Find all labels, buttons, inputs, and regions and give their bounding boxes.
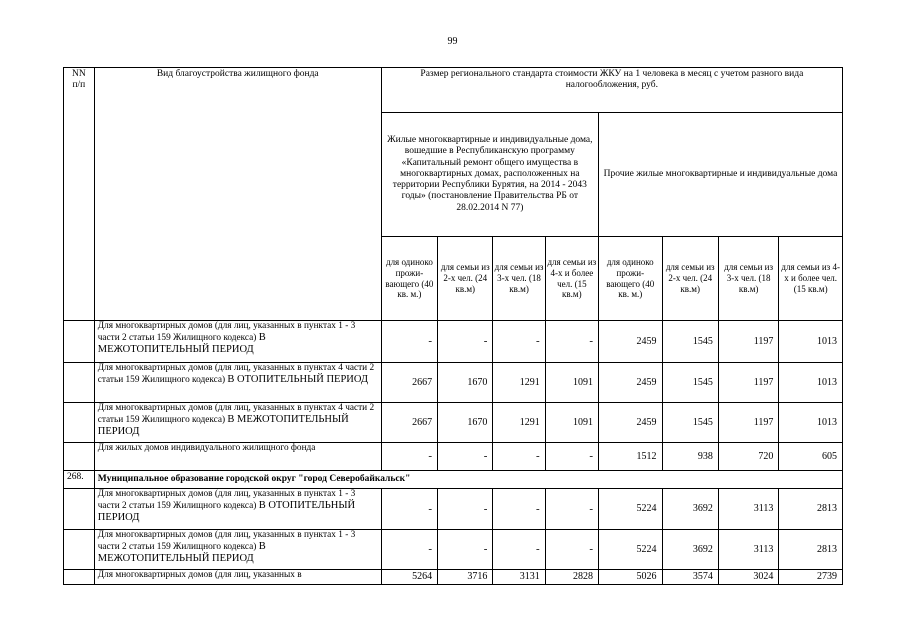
subheader-cell: для семьи из 4-х и более чел. (15 кв.м): [545, 237, 598, 321]
row-description: [94, 489, 381, 530]
value-cell: 5224: [598, 489, 662, 530]
value-cell: 3131: [493, 570, 545, 585]
value-cell: 605: [779, 443, 843, 471]
subheader-cell: для семьи из 3-х чел. (18 кв.м): [493, 237, 545, 321]
value-cell: 1013: [779, 321, 843, 363]
value-cell: 2828: [545, 570, 598, 585]
value-cell: -: [438, 489, 493, 530]
subheader-cell: для семьи из 2-х чел. (24 кв.м): [662, 237, 718, 321]
header-group-other: Прочие жилые многоквартирные и индивидуальные дома: [598, 113, 842, 237]
value-cell: 1013: [779, 403, 843, 443]
value-cell: 1091: [545, 363, 598, 403]
header-nn: NN п/п: [64, 68, 95, 321]
value-cell: -: [545, 443, 598, 471]
row-period-label: В МЕЖОТОПИТЕЛЬНЫЙ ПЕРИОД: [97, 413, 349, 437]
subheader-cell: для одиноко прожи- вающего (40 кв. м.): [598, 237, 662, 321]
row-period-label: В ОТОПИТЕЛЬНЫЙ ПЕРИОД: [97, 499, 356, 523]
subheader-cell: для семьи из 2-х чел. (24 кв.м): [438, 237, 493, 321]
value-cell: 2459: [598, 363, 662, 403]
table-row: [64, 363, 843, 403]
value-cell: -: [438, 443, 493, 471]
value-cell: 3024: [718, 570, 778, 585]
value-cell: 2813: [779, 489, 843, 530]
municipality-number: 268.: [64, 471, 95, 489]
value-cell: -: [545, 489, 598, 530]
value-cell: -: [381, 530, 437, 570]
value-cell: 5026: [598, 570, 662, 585]
row-description: [94, 570, 381, 585]
value-cell: -: [381, 443, 437, 471]
value-cell: 5264: [381, 570, 437, 585]
subheader-cell: для одиноко прожи- вающего (40 кв. м.): [381, 237, 437, 321]
row-number-cell: [64, 443, 95, 471]
row-period-label: В МЕЖОТОПИТЕЛЬНЫЙ ПЕРИОД: [97, 331, 266, 355]
value-cell: -: [493, 321, 545, 363]
table-row: [64, 489, 843, 530]
value-cell: 5224: [598, 530, 662, 570]
row-description: [94, 403, 381, 443]
subheader-cell: для семьи из 4-х и более чел. (15 кв.м): [779, 237, 843, 321]
value-cell: 2667: [381, 363, 437, 403]
value-cell: -: [493, 443, 545, 471]
row-number-cell: [64, 321, 95, 363]
table-body-lower: [64, 489, 843, 585]
value-cell: 3574: [662, 570, 718, 585]
municipality-row: [64, 471, 843, 489]
value-cell: 2739: [779, 570, 843, 585]
row-description-text: Для многоквартирных домов (для лиц, указанных в пунктах 4 части 2 статьи 159 Жилищного кодекса): [97, 363, 375, 385]
municipality-name: Муниципальное образование городской округ "город Северобайкальск": [94, 471, 842, 489]
header-standard: Размер регионального стандарта стоимости ЖКУ на 1 человека в месяц с учетом разного вида налогообложения, руб.: [381, 68, 842, 113]
value-cell: 2667: [381, 403, 437, 443]
row-description: [94, 321, 381, 363]
housing-cost-table: [63, 67, 843, 585]
row-description-text: Для многоквартирных домов (для лиц, указанных в пунктах 1 - 3 части 2 статьи 159 Жилищного кодекса): [97, 530, 356, 552]
value-cell: 2813: [779, 530, 843, 570]
value-cell: -: [381, 489, 437, 530]
value-cell: 1013: [779, 363, 843, 403]
value-cell: 3113: [718, 489, 778, 530]
row-number-cell: [64, 530, 95, 570]
row-description-text: Для многоквартирных домов (для лиц, указанных в пунктах 4 части 2 статьи 159 Жилищного кодекса): [97, 403, 375, 425]
value-cell: -: [493, 530, 545, 570]
value-cell: 2459: [598, 403, 662, 443]
value-cell: 1291: [493, 403, 545, 443]
value-cell: 3692: [662, 530, 718, 570]
value-cell: 1545: [662, 403, 718, 443]
row-description-text: Для многоквартирных домов (для лиц, указанных в: [97, 570, 302, 580]
row-description: [94, 443, 381, 471]
value-cell: 3716: [438, 570, 493, 585]
value-cell: 1291: [493, 363, 545, 403]
row-description: [94, 530, 381, 570]
value-cell: 1545: [662, 321, 718, 363]
page-number: 99: [447, 36, 458, 47]
value-cell: 1091: [545, 403, 598, 443]
value-cell: 938: [662, 443, 718, 471]
table-row: [64, 530, 843, 570]
row-number-cell: [64, 403, 95, 443]
value-cell: -: [381, 321, 437, 363]
value-cell: 1197: [718, 363, 778, 403]
row-number-cell: [64, 570, 95, 585]
table-row: [64, 443, 843, 471]
value-cell: 1670: [438, 403, 493, 443]
table-body-upper: [64, 321, 843, 471]
subheader-cell: для семьи из 3-х чел. (18 кв.м): [718, 237, 778, 321]
row-description: [94, 363, 381, 403]
row-number-cell: [64, 489, 95, 530]
value-cell: 3692: [662, 489, 718, 530]
value-cell: 1670: [438, 363, 493, 403]
value-cell: 1512: [598, 443, 662, 471]
header-type: Вид благоустройства жилищного фонда: [94, 68, 381, 321]
header-group-program: Жилые многоквартирные и индивидуальные дома, вошедшие в Республиканскую программу «Капитальный ремонт общего имущества в многоквартирных домах, расположенных на территории Республики Бурятия, на 2014 - 2043 годы» (постановление Правительства РБ от 28.02.2014 N 77): [381, 113, 598, 237]
row-period-label: В ОТОПИТЕЛЬНЫЙ ПЕРИОД: [227, 373, 369, 385]
row-description-text: Для жилых домов индивидуального жилищного фонда: [97, 443, 316, 453]
value-cell: -: [438, 530, 493, 570]
row-period-label: В МЕЖОТОПИТЕЛЬНЫЙ ПЕРИОД: [97, 540, 266, 564]
table-row: [64, 570, 843, 585]
value-cell: -: [545, 321, 598, 363]
value-cell: 720: [718, 443, 778, 471]
table-row: [64, 403, 843, 443]
value-cell: -: [438, 321, 493, 363]
value-cell: -: [493, 489, 545, 530]
value-cell: -: [545, 530, 598, 570]
value-cell: 1197: [718, 321, 778, 363]
value-cell: 1545: [662, 363, 718, 403]
value-cell: 1197: [718, 403, 778, 443]
row-description-text: Для многоквартирных домов (для лиц, указанных в пунктах 1 - 3 части 2 статьи 159 Жилищного кодекса): [97, 489, 356, 511]
value-cell: 3113: [718, 530, 778, 570]
value-cell: 2459: [598, 321, 662, 363]
row-number-cell: [64, 363, 95, 403]
table-row: [64, 321, 843, 363]
row-description-text: Для многоквартирных домов (для лиц, указанных в пунктах 1 - 3 части 2 статьи 159 Жилищного кодекса): [97, 321, 356, 343]
